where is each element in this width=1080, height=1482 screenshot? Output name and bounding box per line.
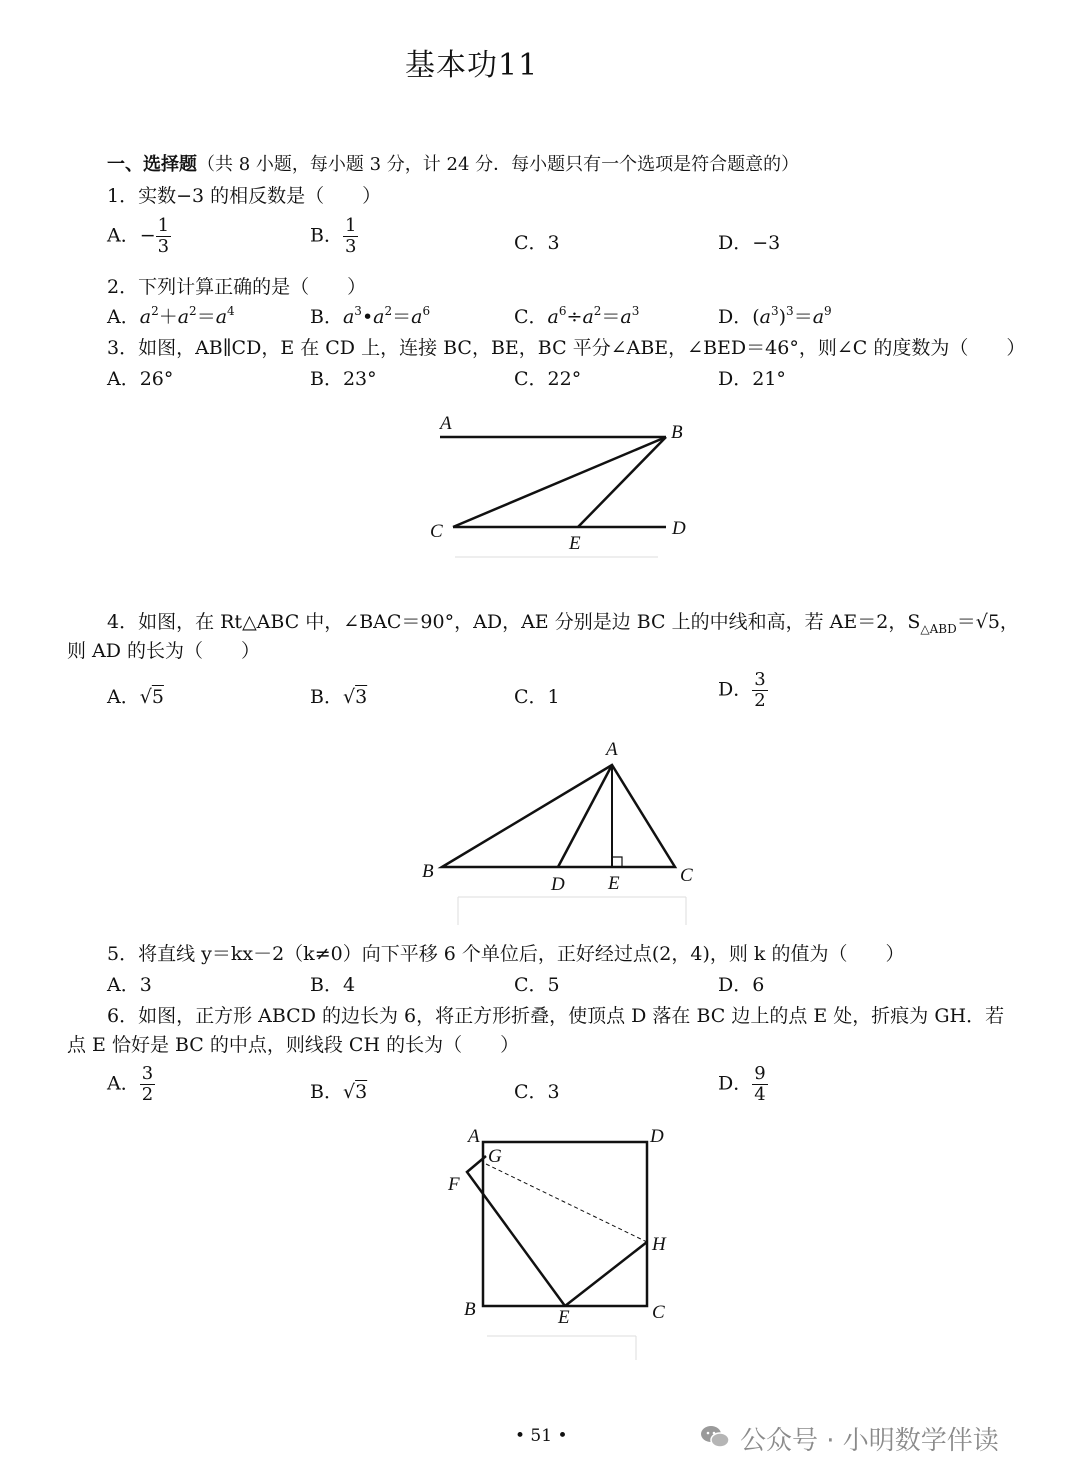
q1-option-b: B． $\frac{1}{3}$ (310, 215, 357, 257)
q6-option-b: B．√3 (310, 1081, 368, 1103)
section-header (107, 150, 799, 176)
line-cb (453, 437, 666, 527)
label-a: A (440, 413, 452, 434)
q2-option-c: C．$a^6\div a^2=a^3$ (514, 304, 640, 328)
label-c: C (680, 865, 693, 886)
q5-option-c: C．5 (514, 974, 560, 996)
page-title: 基本功11 (405, 48, 539, 83)
label-c: C (652, 1302, 665, 1323)
label-g: G (488, 1146, 502, 1167)
q3-option-a: A．26° (107, 368, 174, 390)
label-a: A (606, 739, 618, 760)
q1-stem: 1．实数−3 的相反数是（ ） (107, 185, 382, 207)
wechat-icon (700, 1424, 730, 1450)
label-d: D (551, 874, 565, 895)
label-h: H (652, 1234, 666, 1255)
q6-option-c: C．3 (514, 1081, 560, 1103)
label-e: E (569, 533, 581, 554)
page-number: • 51 • (515, 1426, 568, 1446)
q4-figure (410, 735, 710, 925)
label-e: E (608, 873, 620, 894)
label-d: D (672, 518, 686, 539)
label-b: B (422, 861, 434, 882)
q4-option-c: C．1 (514, 686, 560, 708)
q1-option-c: C．3 (514, 232, 560, 254)
q4-option-a: A．√5 (107, 686, 164, 708)
q4-option-b: B．√3 (310, 686, 368, 708)
line-eb (578, 437, 666, 527)
q4-line2: 则 AD 的长为（ ） (67, 640, 261, 662)
right-angle-mark (612, 857, 622, 867)
q5-option-d: D．6 (718, 974, 765, 996)
q6-option-a: A． $\frac{3}{2}$ (107, 1063, 154, 1105)
q5-stem: 5．将直线 y＝kx－2（k≠0）向下平移 6 个单位后，正好经过点(2，4)，则 k 的值为（ ） (107, 943, 905, 965)
q4-option-d: D． $\frac{3}{2}$ (718, 669, 766, 711)
square-abcd (483, 1142, 647, 1306)
q6-figure (440, 1122, 680, 1362)
section-head: 一、选择题 (107, 154, 197, 175)
q3-option-c: C．22° (514, 368, 582, 390)
label-b: B (671, 422, 683, 443)
q2-option-d: D．$(a^3)^3=a^9$ (718, 304, 832, 328)
label-e: E (558, 1307, 570, 1328)
q3-stem: 3．如图，AB∥CD，E 在 CD 上，连接 BC，BE，BC 平分∠ABE，∠BED＝46°，则∠C 的度数为（ ） (107, 337, 1026, 359)
label-f: F (448, 1174, 460, 1195)
q2-stem: 2．下列计算正确的是（ ） (107, 276, 367, 298)
fold-gfe (467, 1156, 565, 1306)
q3-option-d: D．21° (718, 368, 786, 390)
q1-option-a: A．− $\frac{1}{3}$ (107, 215, 170, 257)
q4-line1: 4．如图，在 Rt△ABC 中，∠BAC＝90°，AD，AE 分别是边 BC 上的中线和高，若 AE＝2，$S_{\triangle ABD}=√5$， (107, 611, 1019, 636)
watermark: 公众号 · 小明数学伴读 (740, 1426, 999, 1456)
fold-eh (565, 1242, 647, 1306)
label-a: A (468, 1126, 480, 1147)
section-note: （共 8 小题，每小题 3 分，计 24 分．每小题只有一个选项是符合题意的） (197, 154, 800, 175)
q3-figure (420, 405, 710, 565)
label-d: D (650, 1126, 664, 1147)
q6-option-d: D． $\frac{9}{4}$ (718, 1063, 766, 1105)
triangle-abc (442, 765, 675, 867)
label-c: C (430, 521, 443, 542)
q5-option-b: B．4 (310, 974, 356, 996)
q5-option-a: A．3 (107, 974, 152, 996)
q1-option-d: D．−3 (718, 232, 781, 254)
q2-option-a: A．$a^2+a^2=a^4$ (107, 304, 235, 328)
q2-option-b: B．$a^3•a^2=a^6$ (310, 304, 431, 328)
q6-line2: 点 E 恰好是 BC 的中点，则线段 CH 的长为（ ） (67, 1034, 520, 1056)
label-b: B (464, 1299, 476, 1320)
q3-option-b: B．23° (310, 368, 377, 390)
q6-line1: 6．如图，正方形 ABCD 的边长为 6，将正方形折叠，使顶点 D 落在 BC 边上的点 E 处，折痕为 GH．若 (107, 1005, 1005, 1027)
